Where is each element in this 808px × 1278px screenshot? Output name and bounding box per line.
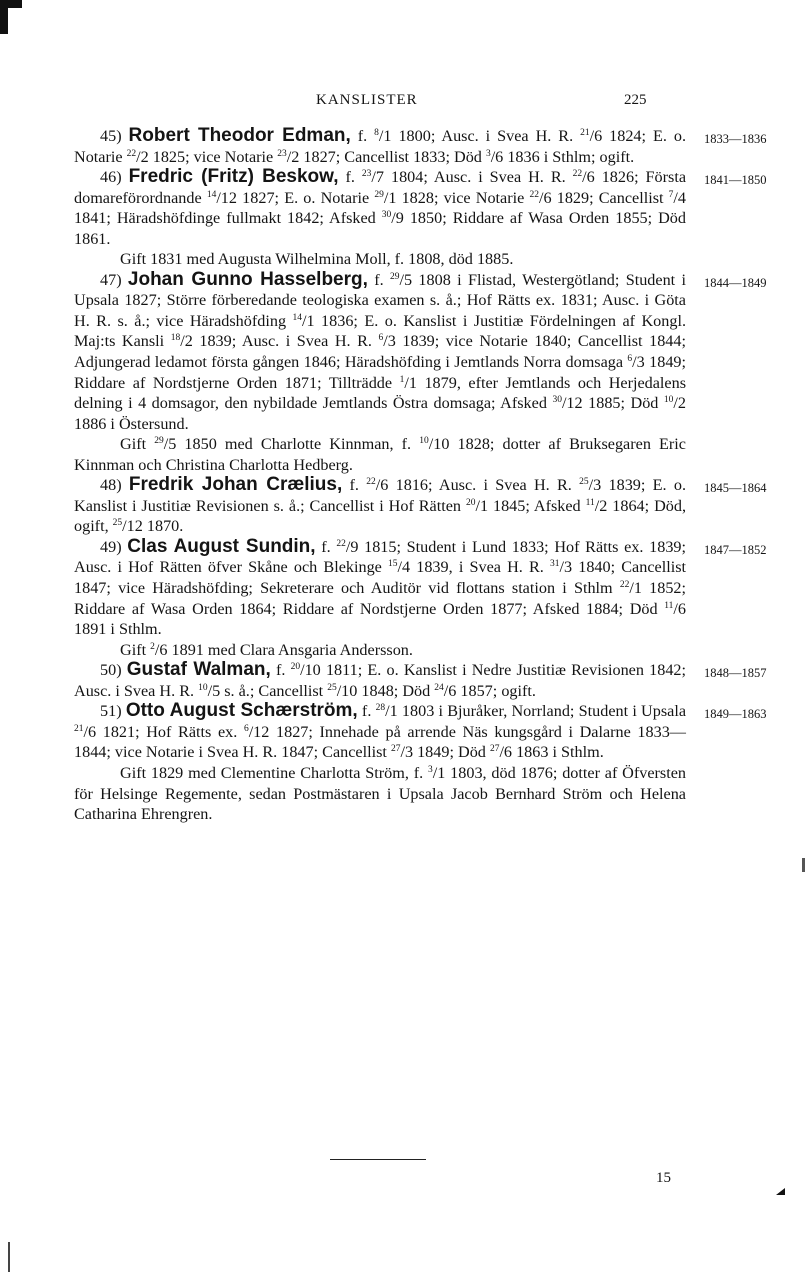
date-sup: 1: [399, 374, 405, 385]
entry-50: [74, 659, 767, 701]
marriage-text: /1 1803, död 1876; dotter af Öfversten för Helsinge Regemente, sedan Postmästaren i Upsala Jacob Bernhard Ström och Helena Catharina Ehrengren.: [74, 763, 687, 824]
service-years: 1841—1850: [704, 173, 767, 188]
entry-text: /2 1825; vice Notarie: [136, 147, 278, 166]
date-sup: 8: [374, 128, 379, 138]
entry-text: /6 1863 i Sthlm.: [499, 743, 604, 762]
entry-name: Fredric (Fritz) Beskow,: [128, 166, 339, 188]
entry-51: [74, 700, 767, 763]
date-sup: 14: [292, 312, 302, 323]
entry-name: Clas August Sundin,: [127, 535, 316, 557]
date-sup: 31: [549, 559, 560, 570]
date-sup: 10: [198, 682, 208, 693]
service-years: 1833—1836: [704, 132, 767, 146]
page-text: [74, 125, 767, 825]
entry-text: /7 1804; Ausc. i Svea H. R.: [371, 168, 573, 187]
marriage-note: [74, 434, 686, 475]
entry-47: [74, 268, 767, 434]
entry-text: /3 1840; Cancellist 1847; vice Häradshöfding; Sekreterare och Auditör vid flottans station i Sthlm: [74, 558, 686, 598]
signature-number: 15: [656, 1170, 671, 1186]
date-sup: 6: [243, 723, 249, 734]
entry-text: /10 1811; E. o. Kanslist i Nedre Justitiæ Revisionen 1842; Ausc. i Svea H. R.: [74, 661, 687, 700]
entry-text: /12 1827; Innehade på arrende Näs kungsgård i Dalarne 1833—1844; vice Notarie i Svea H. R. 1847; Cancellist: [74, 722, 686, 762]
date-sup: 11: [664, 600, 674, 611]
entry-text: f.: [270, 661, 291, 680]
entry-text: /1 1800; Ausc. i Svea H. R.: [378, 127, 581, 145]
entry-text: /6 1824; E. o. Notarie: [74, 127, 687, 166]
entry-text: /2 1839; Ausc. i Svea H. R.: [180, 332, 379, 351]
date-sup: 15: [388, 559, 398, 570]
entry-48: [74, 474, 767, 537]
marriage-note: [74, 249, 686, 270]
entry-text: /12 1827; E. o. Notarie: [216, 188, 375, 207]
date-sup: 22: [529, 189, 539, 200]
corner-scan-mark: [0, 0, 8, 34]
date-sup: 22: [366, 477, 376, 488]
date-sup: 7: [668, 189, 674, 200]
page-number: 225: [624, 92, 647, 108]
date-sup: 30: [381, 210, 392, 221]
entry-name: Fredrik Johan Crælius,: [128, 474, 343, 496]
entry-text: /10 1848; Död: [336, 681, 435, 700]
date-sup: 21: [580, 128, 590, 138]
marriage-text: Gift 1829 med Clementine Charlotta Ström, f.: [120, 763, 428, 782]
date-sup: 6: [378, 333, 384, 344]
entry-text: /6 1816; Ausc. i Svea H. R.: [375, 476, 580, 495]
entry-text: /12 1885; Död: [561, 394, 664, 413]
entry-number: 49): [100, 537, 122, 556]
entry-text: /3 1849; Död: [400, 743, 490, 762]
scan-speck: [802, 858, 805, 872]
service-years: 1849—1863: [704, 707, 767, 722]
date-sup: 6: [627, 354, 633, 365]
entry-text: /6 1829; Cancellist: [538, 188, 669, 207]
scan-speck: [776, 1188, 785, 1195]
entry-name: Otto August Schærström,: [125, 700, 358, 722]
entry-45: [74, 125, 767, 167]
date-sup: 22: [619, 580, 630, 591]
date-sup: 10: [419, 436, 429, 447]
running-head: [0, 92, 808, 116]
entry-text: /4 1841; Häradshöfdinge fullmakt 1842; Afsked: [74, 188, 687, 228]
entry-number: 47): [100, 270, 122, 289]
marriage-text: Gift 1831 med Augusta Wilhelmina Moll, f. 1808, död 1885.: [120, 250, 514, 269]
scan-speck: [8, 1242, 10, 1272]
entry-text: /1 1803 i Bjuråker, Norrland; Student i Upsala: [385, 702, 687, 721]
entry-text: /9 1850; Riddare af Wasa Orden 1855; Död 1861.: [74, 209, 686, 248]
date-sup: 27: [489, 744, 500, 755]
date-sup: 22: [126, 148, 137, 159]
entry-text: /4 1839, i Svea H. R.: [397, 558, 550, 577]
date-sup: 3: [485, 148, 491, 159]
marriage-text: Gift: [120, 435, 155, 454]
entry-text: /6 1891 i Sthlm.: [74, 599, 686, 639]
date-sup: 11: [585, 497, 595, 508]
entry-number: 51): [100, 702, 122, 721]
date-sup: 29: [154, 436, 164, 447]
entry-text: /2 1864; Död, ogift,: [74, 496, 687, 536]
entry-text: /6 1821; Hof Rätts ex.: [83, 722, 244, 741]
entry-name: Johan Gunno Hasselberg,: [127, 268, 368, 290]
date-sup: 20: [290, 662, 301, 673]
entry-text: f.: [367, 270, 390, 289]
date-sup: 23: [277, 148, 287, 159]
date-sup: 14: [206, 189, 217, 200]
date-sup: 18: [170, 333, 181, 344]
entry-text: /2 1886 i Östersund.: [74, 394, 687, 433]
entry-text: /1 1852; Riddare af Wasa Orden 1864; Riddare af Nordstjerne Orden 1877; Afsked 1884; Död: [74, 579, 687, 618]
date-sup: 21: [74, 723, 84, 734]
entry-number: 48): [100, 476, 122, 495]
entry-name: Robert Theodor Edman,: [128, 125, 351, 146]
marriage-text: Gift: [120, 640, 151, 659]
date-sup: 30: [552, 395, 562, 406]
date-sup: 29: [390, 271, 400, 282]
entry-text: /1 1836; E. o. Kanslist i Justitiæ Fördelningen af Kongl. Maj:ts Kansli: [74, 311, 686, 351]
marriage-note: [74, 640, 686, 661]
date-sup: 24: [434, 682, 444, 693]
entry-text: /6 1836 i Sthlm; ogift.: [490, 147, 635, 166]
service-years: 1844—1849: [704, 275, 767, 290]
date-sup: 22: [336, 538, 346, 549]
closing-rule: [330, 1159, 426, 1160]
date-sup: 29: [374, 189, 384, 200]
entry-text: /1 1879, efter Jemtlands och Herjedalens delning i 4 domsagor, den nybildade Jemtlands Östra domsaga; Afsked: [74, 373, 687, 413]
entry-number: 46): [100, 168, 122, 187]
service-years: 1845—1864: [704, 481, 767, 496]
entry-text: /9 1815; Student i Lund 1833; Hof Rätts ex. 1839; Ausc. i Hof Rätten öfver Skåne och Blekinge: [74, 537, 687, 577]
entry-text: f.: [315, 537, 337, 556]
entry-text: /1 1828; vice Notarie: [383, 188, 530, 207]
entry-text: f.: [338, 168, 362, 187]
entry-number: 50): [100, 661, 122, 680]
marriage-note: [74, 763, 686, 825]
date-sup: 20: [465, 497, 476, 508]
date-sup: 10: [663, 395, 674, 406]
date-sup: 23: [361, 169, 372, 180]
service-years: 1848—1857: [704, 666, 767, 681]
entry-text: /5 s. å.; Cancellist: [207, 681, 328, 700]
marriage-text: /6 1891 med Clara Ansgaria Andersson.: [154, 640, 413, 659]
date-sup: 25: [327, 682, 337, 693]
date-sup: 3: [428, 764, 433, 775]
entry-text: /3 1839; E. o. Kanslist i Justitiæ Revisionen s. å.; Cancellist i Hof Rätten: [74, 476, 687, 515]
entry-name: Gustaf Walman,: [126, 659, 271, 681]
entry-text: f.: [350, 127, 375, 145]
entry-text: f.: [342, 476, 367, 495]
entry-46: [74, 166, 767, 249]
marriage-text: /5 1850 med Charlotte Kinnman, f.: [163, 435, 420, 454]
entry-text: /5 1808 i Flistad, Westergötland; Student i Upsala 1827; Större förberedande teologiska examen s. å.; Hof Rätts ex. 1831; Ausc. i Göta H. R. s. å.; vice Häradshöfding: [74, 270, 687, 330]
date-sup: 27: [390, 744, 401, 755]
date-sup: 22: [572, 169, 583, 180]
entry-text: /6 1826; Första domareförordnande: [74, 168, 687, 207]
entry-text: /2 1827; Cancellist 1833; Död: [286, 147, 486, 166]
entry-number: 45): [100, 127, 122, 145]
entry-text: f.: [357, 702, 376, 721]
date-sup: 25: [579, 477, 589, 488]
entry-text: /1 1845; Afsked: [475, 496, 586, 515]
date-sup: 28: [375, 703, 386, 714]
entry-text: /6 1857; ogift.: [443, 681, 536, 700]
entry-text: /12 1870.: [122, 517, 184, 536]
date-sup: 2: [150, 641, 155, 652]
date-sup: 25: [112, 518, 123, 529]
entry-text: /3 1839; vice Notarie 1840; Cancellist 1844; Adjungerad ledamot första gången 1846; Häradshöfding i Jemtlands Norra domsaga: [74, 332, 686, 372]
service-years: 1847—1852: [704, 542, 767, 557]
running-title: KANSLISTER: [316, 92, 418, 108]
entry-text: /3 1849; Riddare af Nordstjerne Orden 1871; Tillträdde: [74, 353, 687, 392]
marriage-text: /10 1828; dotter af Bruksegaren Eric Kinnman och Christina Charlotta Hedberg.: [74, 435, 686, 474]
entry-49: [74, 535, 767, 640]
